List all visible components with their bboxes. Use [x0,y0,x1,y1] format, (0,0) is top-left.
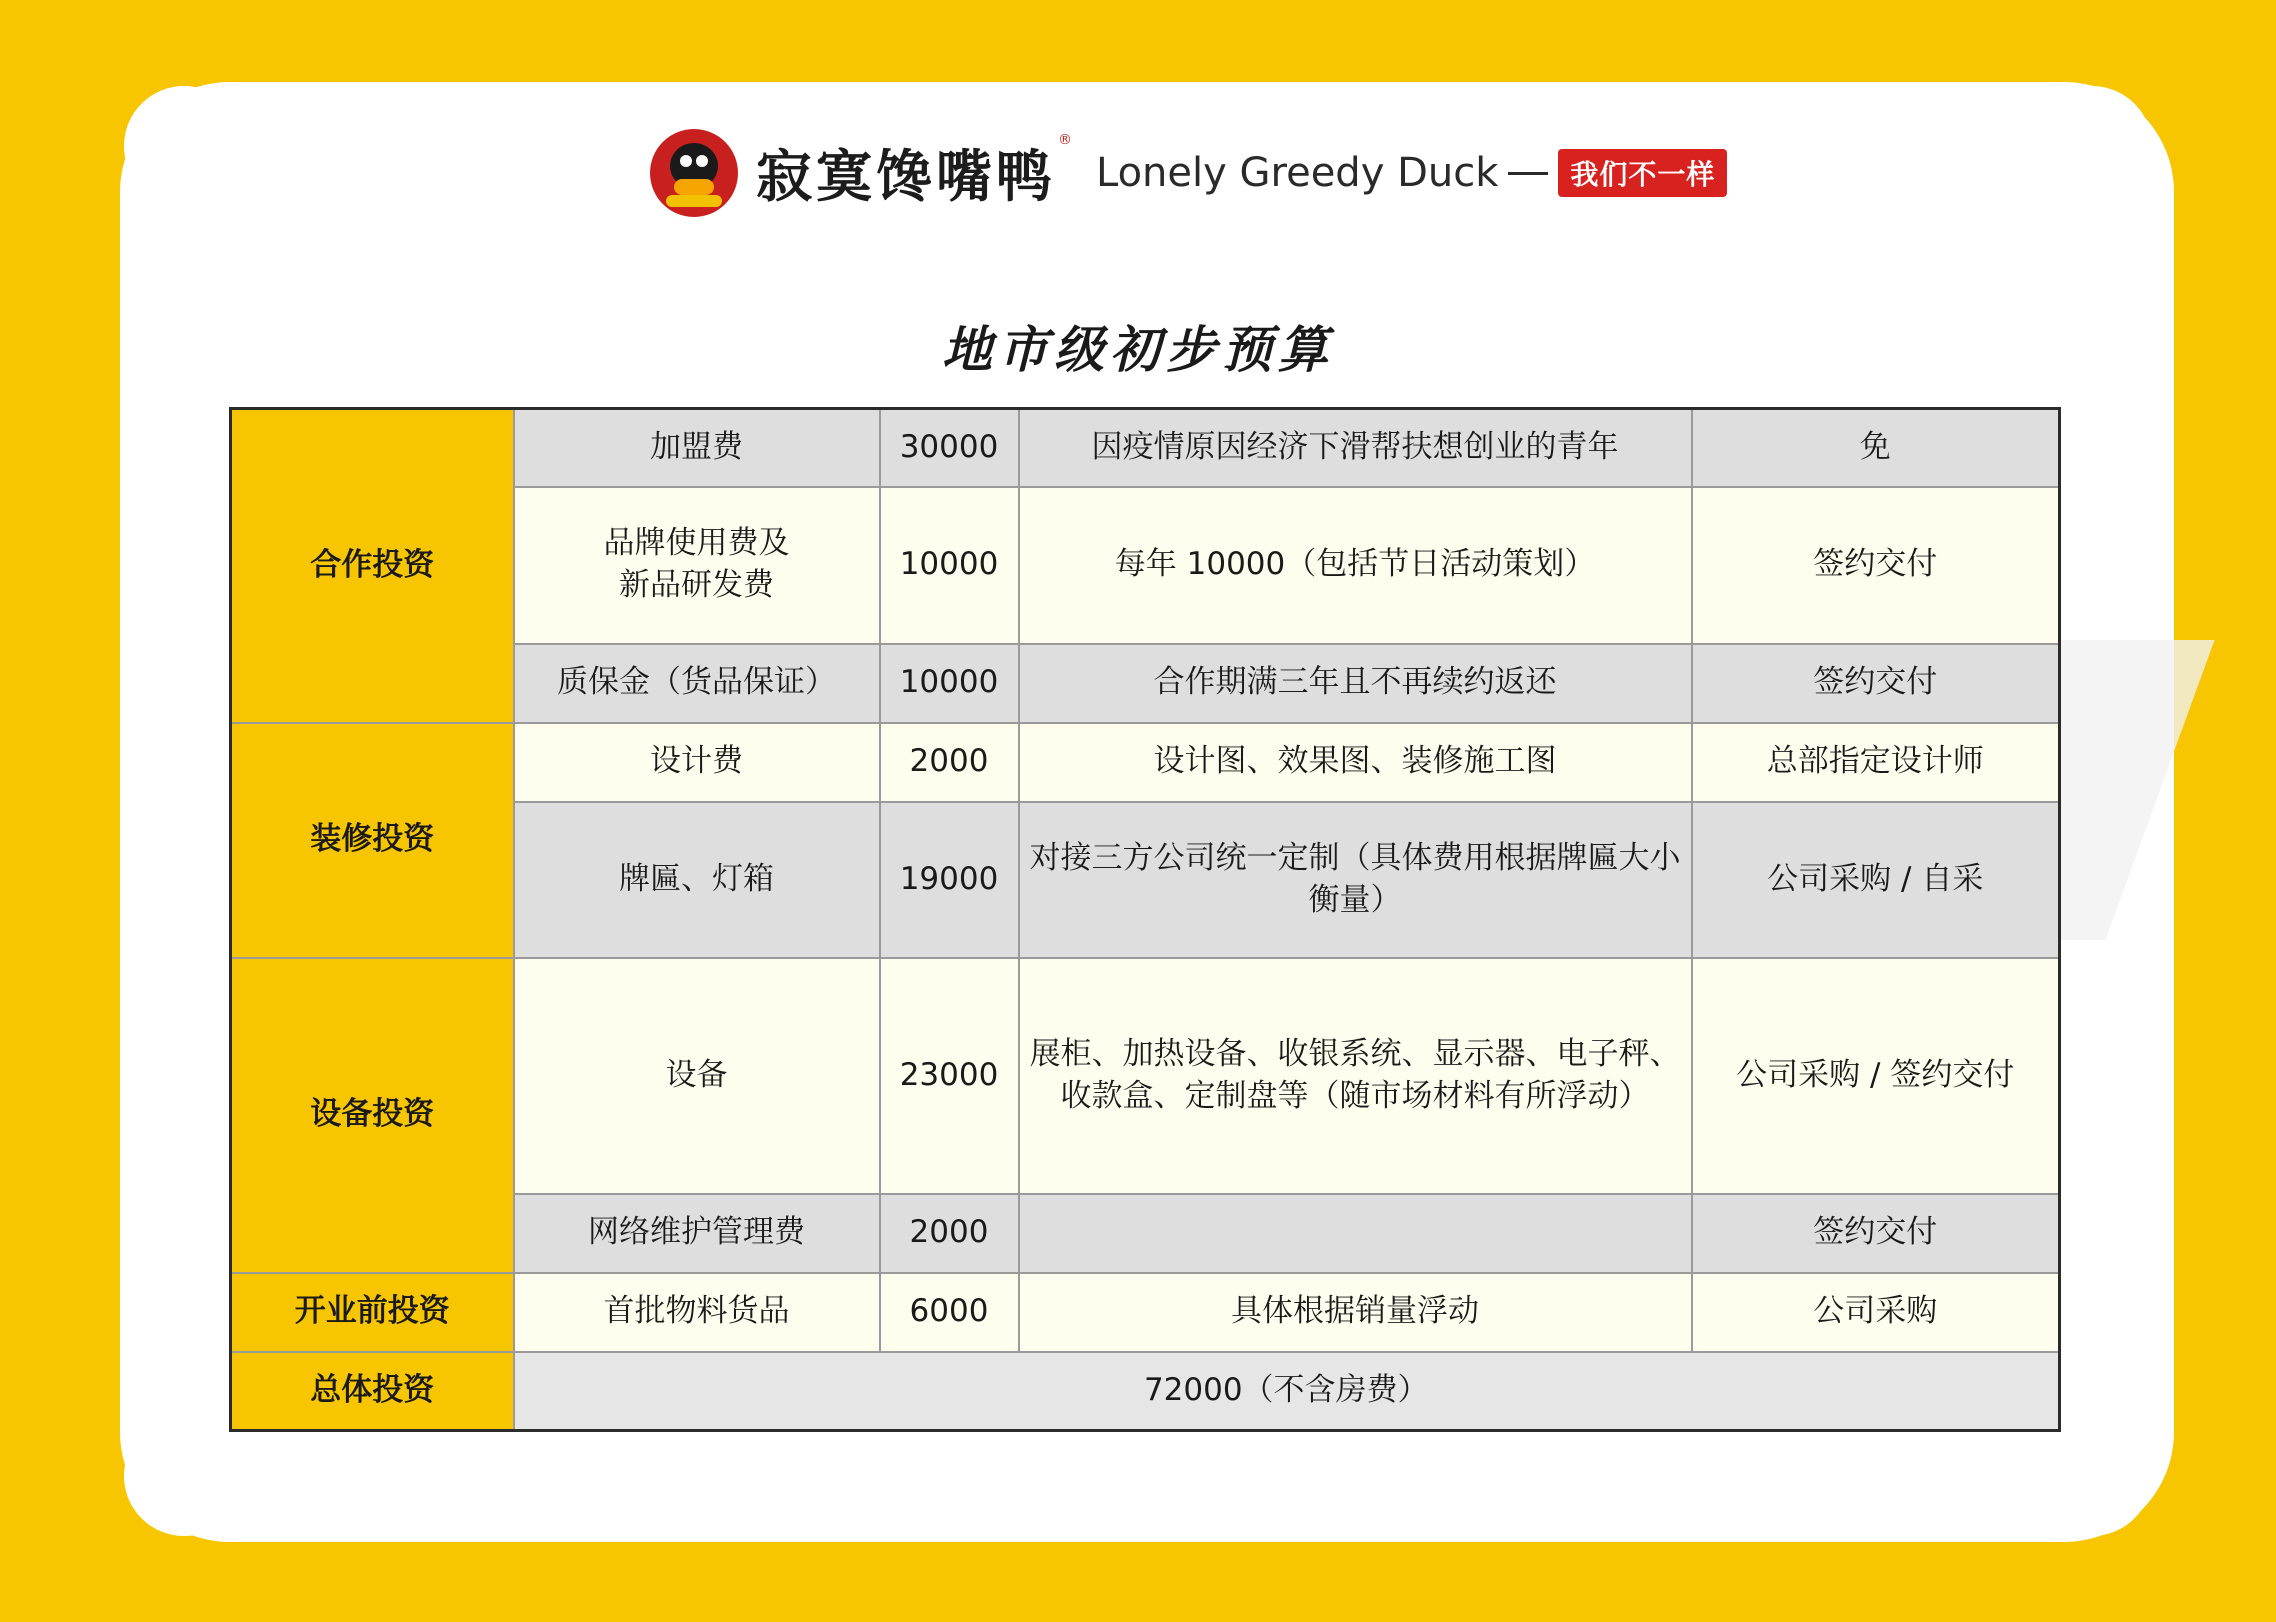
category-cell: 开业前投资 [231,1273,514,1352]
note-cell: 展柜、加热设备、收银系统、显示器、电子秤、收款盒、定制盘等（随市场材料有所浮动） [1019,958,1692,1194]
brand-header [650,128,1727,218]
method-cell: 免 [1692,409,2060,487]
method-cell: 公司采购 / 自采 [1692,802,2060,958]
method-cell: 公司采购 [1692,1273,2060,1352]
amount-cell: 30000 [880,409,1019,487]
note-cell: 具体根据销量浮动 [1019,1273,1692,1352]
total-label-cell: 总体投资 [231,1352,514,1431]
note-cell: 设计图、效果图、装修施工图 [1019,723,1692,802]
table-row [231,723,2060,802]
duck-logo-icon [650,129,738,217]
amount-cell: 19000 [880,802,1019,958]
method-cell: 总部指定设计师 [1692,723,2060,802]
table-row [231,1273,2060,1352]
item-cell: 牌匾、灯箱 [514,802,880,958]
method-cell: 签约交付 [1692,487,2060,644]
method-cell: 公司采购 / 签约交付 [1692,958,2060,1194]
table-row [231,409,2060,487]
corner-top-left [124,86,244,206]
note-cell: 因疫情原因经济下滑帮扶想创业的青年 [1019,409,1692,487]
item-cell: 首批物料货品 [514,1273,880,1352]
budget-table [229,407,2061,1432]
brand-name-cn: 寂寞馋嘴鸭 [756,144,1056,210]
table-row [231,958,2060,1194]
amount-cell: 10000 [880,644,1019,723]
method-cell: 签约交付 [1692,644,2060,723]
note-cell: 对接三方公司统一定制（具体费用根据牌匾大小衡量） [1019,802,1692,958]
item-cell: 网络维护管理费 [514,1194,880,1273]
amount-cell: 2000 [880,723,1019,802]
page-title: 地市级初步预算 [942,321,1334,379]
brand-name-en: Lonely Greedy Duck [1096,150,1499,196]
total-value-cell: 72000（不含房费） [514,1352,2060,1431]
amount-cell: 10000 [880,487,1019,644]
corner-bottom-right [2032,1416,2152,1536]
brand-slogan: 我们不一样 [1558,149,1727,197]
amount-cell: 2000 [880,1194,1019,1273]
category-cell: 合作投资 [231,409,514,723]
item-cell: 设计费 [514,723,880,802]
item-cell: 加盟费 [514,409,880,487]
corner-top-right [2032,86,2152,206]
total-row [231,1352,2060,1431]
item-cell: 质保金（货品保证） [514,644,880,723]
category-cell: 装修投资 [231,723,514,958]
amount-cell: 6000 [880,1273,1019,1352]
item-cell: 设备 [514,958,880,1194]
item-cell: 品牌使用费及 新品研发费 [514,487,880,644]
note-cell [1019,1194,1692,1273]
method-cell: 签约交付 [1692,1194,2060,1273]
category-cell: 设备投资 [231,958,514,1273]
amount-cell: 23000 [880,958,1019,1194]
registered-mark: ® [1058,132,1072,148]
note-cell: 每年 10000（包括节日活动策划） [1019,487,1692,644]
note-cell: 合作期满三年且不再续约返还 [1019,644,1692,723]
header-dash [1508,172,1548,175]
corner-bottom-left [124,1416,244,1536]
